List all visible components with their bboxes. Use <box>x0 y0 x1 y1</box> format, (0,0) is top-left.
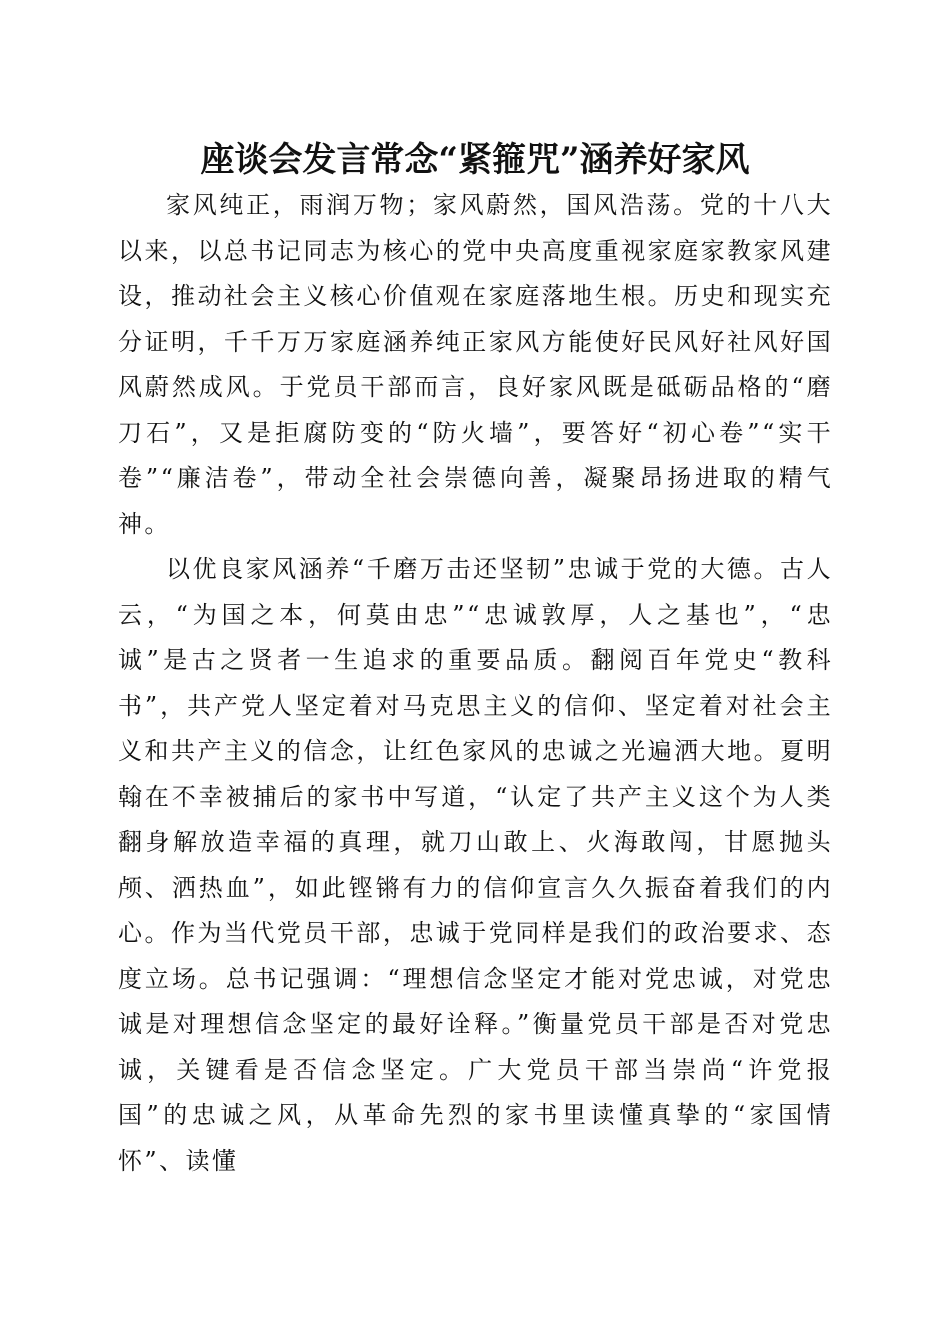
paragraph-1: 家风纯正，雨润万物；家风蔚然，国风浩荡。党的十八大以来，以总书记同志为核心的党中央高度重视家庭家教家风建设，推动社会主义核心价值观在家庭落地生根。历史和现实充分证明，千千万万家庭涵养纯正家风方能使好民风好社风好国风蔚然成风。于党员干部而言，良好家风既是砥砺品格的“磨刀石”，又是拒腐防变的“防火墙”，要答好“初心卷”“实干卷”“廉洁卷”，带动全社会崇德向善，凝聚昂扬进取的精气神。 <box>118 191 833 538</box>
document-body <box>118 183 833 1184</box>
document-title: 座谈会发言常念“紧箍咒”涵养好家风 <box>200 140 750 180</box>
paragraph-2: 以优良家风涵养“千磨万击还坚韧”忠诚于党的大德。古人云，“为国之本，何莫由忠”“忠诚敦厚，人之基也”，“忠诚”是古之贤者一生追求的重要品质。翻阅百年党史“教科书”，共产党人坚定着对马克思主义的信仰、坚定着对社会主义和共产主义的信念，让红色家风的忠诚之光遍洒大地。夏明翰在不幸被捕后的家书中写道，“认定了共产主义这个为人类翻身解放造幸福的真理，就刀山敢上、火海敢闯，甘愿抛头颅、洒热血”，如此铿锵有力的信仰宣言久久振奋着我们的内心。作为当代党员干部，忠诚于党同样是我们的政治要求、态度立场。总书记强调：“理想信念坚定才能对党忠诚，对党忠诚是对理想信念坚定的最好诠释。”衡量党员干部是否对党忠诚，关键看是否信念坚定。广大党员干部当崇尚“许党报国”的忠诚之风，从革命先烈的家书里读懂真挚的“家国情怀”、读懂 <box>118 555 833 1175</box>
